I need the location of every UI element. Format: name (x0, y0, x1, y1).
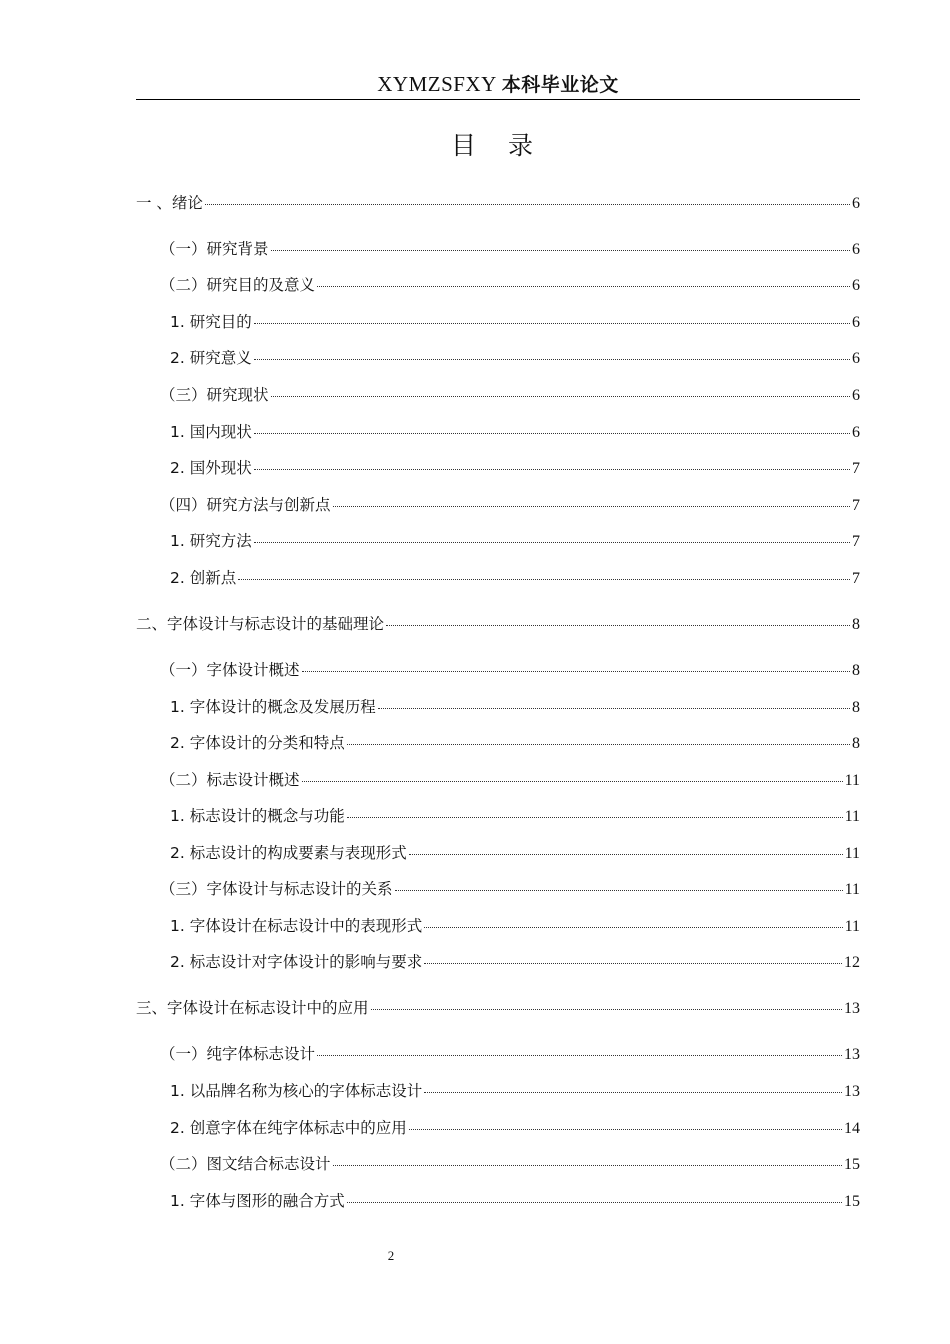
header-rule (136, 99, 860, 100)
toc-entry[interactable] (170, 1117, 860, 1139)
toc-entry[interactable] (170, 530, 860, 552)
toc-entry-label: （二）研究目的及意义 (160, 276, 316, 294)
toc-entry[interactable] (136, 613, 860, 635)
toc-entry-label: （二）标志设计概述 (160, 771, 300, 789)
toc-entry[interactable] (170, 567, 860, 589)
toc-entry-page: 15 (844, 1156, 860, 1173)
toc-entry-page: 7 (852, 497, 860, 514)
toc-leader-dots (254, 432, 850, 434)
toc-entry[interactable] (170, 805, 860, 827)
toc-entry[interactable] (136, 997, 860, 1019)
toc-entry-label: 2. 创意字体在纯字体标志中的应用 (170, 1119, 407, 1137)
toc-entry-page: 6 (852, 314, 860, 331)
page-title: 目 录 (451, 131, 545, 160)
toc-entry-page: 11 (844, 881, 860, 898)
toc-entry-page: 14 (844, 1120, 860, 1137)
toc-entry[interactable] (160, 1043, 860, 1065)
toc-leader-dots (254, 358, 850, 360)
toc-entry-label: 一 、绪论 (136, 194, 203, 212)
toc-entry[interactable] (160, 494, 860, 516)
toc-entry-page: 13 (844, 1000, 860, 1017)
toc-entry-label: 二、字体设计与标志设计的基础理论 (136, 615, 385, 633)
toc-entry-page: 15 (844, 1193, 860, 1210)
toc-entry-page: 6 (852, 241, 860, 258)
toc-leader-dots (424, 1091, 842, 1093)
toc-leader-dots (347, 816, 843, 818)
toc-entry[interactable] (160, 769, 860, 791)
toc-entry-label: 2. 创新点 (170, 569, 237, 587)
header-cn: 本科毕业论文 (501, 74, 619, 96)
toc-entry[interactable] (170, 421, 860, 443)
toc-leader-dots (386, 624, 850, 626)
toc-entry-label: 1. 字体设计的概念及发展历程 (170, 698, 376, 716)
toc-entry-page: 7 (852, 533, 860, 550)
toc-entry[interactable] (170, 696, 860, 718)
toc-entry-page: 11 (844, 808, 860, 825)
page-number: 2 (387, 1248, 395, 1263)
toc-entry-label: 2. 国外现状 (170, 459, 252, 477)
toc-entry-page: 11 (844, 845, 860, 862)
toc-entry-page: 7 (852, 460, 860, 477)
toc-entry-label: 1. 字体设计在标志设计中的表现形式 (170, 917, 423, 935)
toc-entry[interactable] (160, 659, 860, 681)
toc-entry-page: 7 (852, 570, 860, 587)
toc-entry-page: 8 (852, 699, 860, 716)
toc-entry-label: （一）纯字体标志设计 (160, 1045, 316, 1063)
toc-entry[interactable] (170, 951, 860, 973)
toc-entry-page: 11 (844, 918, 860, 935)
toc-entry-page: 8 (852, 616, 860, 633)
toc-entry[interactable] (170, 732, 860, 754)
toc-entry-label: （一）研究背景 (160, 240, 269, 258)
toc-entry[interactable] (136, 192, 860, 214)
toc-entry-label: 1. 研究方法 (170, 532, 252, 550)
toc-leader-dots (333, 505, 850, 507)
toc-entry[interactable] (160, 878, 860, 900)
toc-entry-page: 13 (844, 1046, 860, 1063)
toc-leader-dots (254, 322, 850, 324)
toc-entry-label: （三）字体设计与标志设计的关系 (160, 880, 393, 898)
toc-leader-dots (317, 1054, 842, 1056)
toc-leader-dots (271, 395, 850, 397)
toc-entry-page: 8 (852, 735, 860, 752)
toc-entry-label: （一）字体设计概述 (160, 661, 300, 679)
toc-entry[interactable] (170, 457, 860, 479)
toc-leader-dots (378, 707, 850, 709)
toc-entry[interactable] (170, 915, 860, 937)
toc-leader-dots (238, 578, 850, 580)
toc-entry[interactable] (160, 384, 860, 406)
toc-entry[interactable] (160, 1153, 860, 1175)
toc-leader-dots (409, 853, 843, 855)
toc-entry[interactable] (160, 274, 860, 296)
toc-entry-label: （四）研究方法与创新点 (160, 496, 331, 514)
toc-leader-dots (302, 780, 843, 782)
toc-leader-dots (371, 1008, 842, 1010)
toc-entry-page: 6 (852, 350, 860, 367)
toc-entry-label: 2. 研究意义 (170, 349, 252, 367)
toc-entry-page: 6 (852, 387, 860, 404)
toc-entry-page: 6 (852, 424, 860, 441)
toc-leader-dots (333, 1164, 842, 1166)
toc-entry-label: （三）研究现状 (160, 386, 269, 404)
header-latin: XYMZSFXY (377, 72, 496, 96)
toc-leader-dots (424, 962, 842, 964)
toc-leader-dots (347, 743, 850, 745)
toc-entry-page: 6 (852, 195, 860, 212)
toc-leader-dots (271, 249, 850, 251)
toc-entry-page: 11 (844, 772, 860, 789)
toc-entry-page: 8 (852, 662, 860, 679)
toc-entry-label: 2. 标志设计的构成要素与表现形式 (170, 844, 407, 862)
toc-leader-dots (254, 468, 850, 470)
toc-leader-dots (409, 1128, 842, 1130)
toc-entry[interactable] (170, 347, 860, 369)
toc-entry-label: 1. 字体与图形的融合方式 (170, 1192, 345, 1210)
toc-entry[interactable] (170, 1080, 860, 1102)
toc-leader-dots (395, 889, 843, 891)
toc-leader-dots (254, 541, 850, 543)
toc-entry-page: 13 (844, 1083, 860, 1100)
toc-leader-dots (302, 670, 850, 672)
toc-entry[interactable] (160, 238, 860, 260)
running-header (136, 70, 860, 98)
toc-entry-page: 6 (852, 277, 860, 294)
toc-leader-dots (347, 1201, 842, 1203)
toc-leader-dots (317, 285, 850, 287)
toc-entry[interactable] (170, 1190, 860, 1212)
toc-entry-page: 12 (844, 954, 860, 971)
toc-entry-label: 1. 标志设计的概念与功能 (170, 807, 345, 825)
toc-entry-label: 2. 字体设计的分类和特点 (170, 734, 345, 752)
toc-entry[interactable] (170, 311, 860, 333)
toc-entry-label: （二）图文结合标志设计 (160, 1155, 331, 1173)
toc-leader-dots (205, 203, 850, 205)
toc-entry-label: 2. 标志设计对字体设计的影响与要求 (170, 953, 423, 971)
toc-entry-label: 1. 研究目的 (170, 313, 252, 331)
toc-entry-label: 1. 国内现状 (170, 423, 252, 441)
toc-leader-dots (424, 926, 842, 928)
toc-entry-label: 三、字体设计在标志设计中的应用 (136, 999, 369, 1017)
toc-entry[interactable] (170, 842, 860, 864)
toc-entry-label: 1. 以品牌名称为核心的字体标志设计 (170, 1082, 423, 1100)
